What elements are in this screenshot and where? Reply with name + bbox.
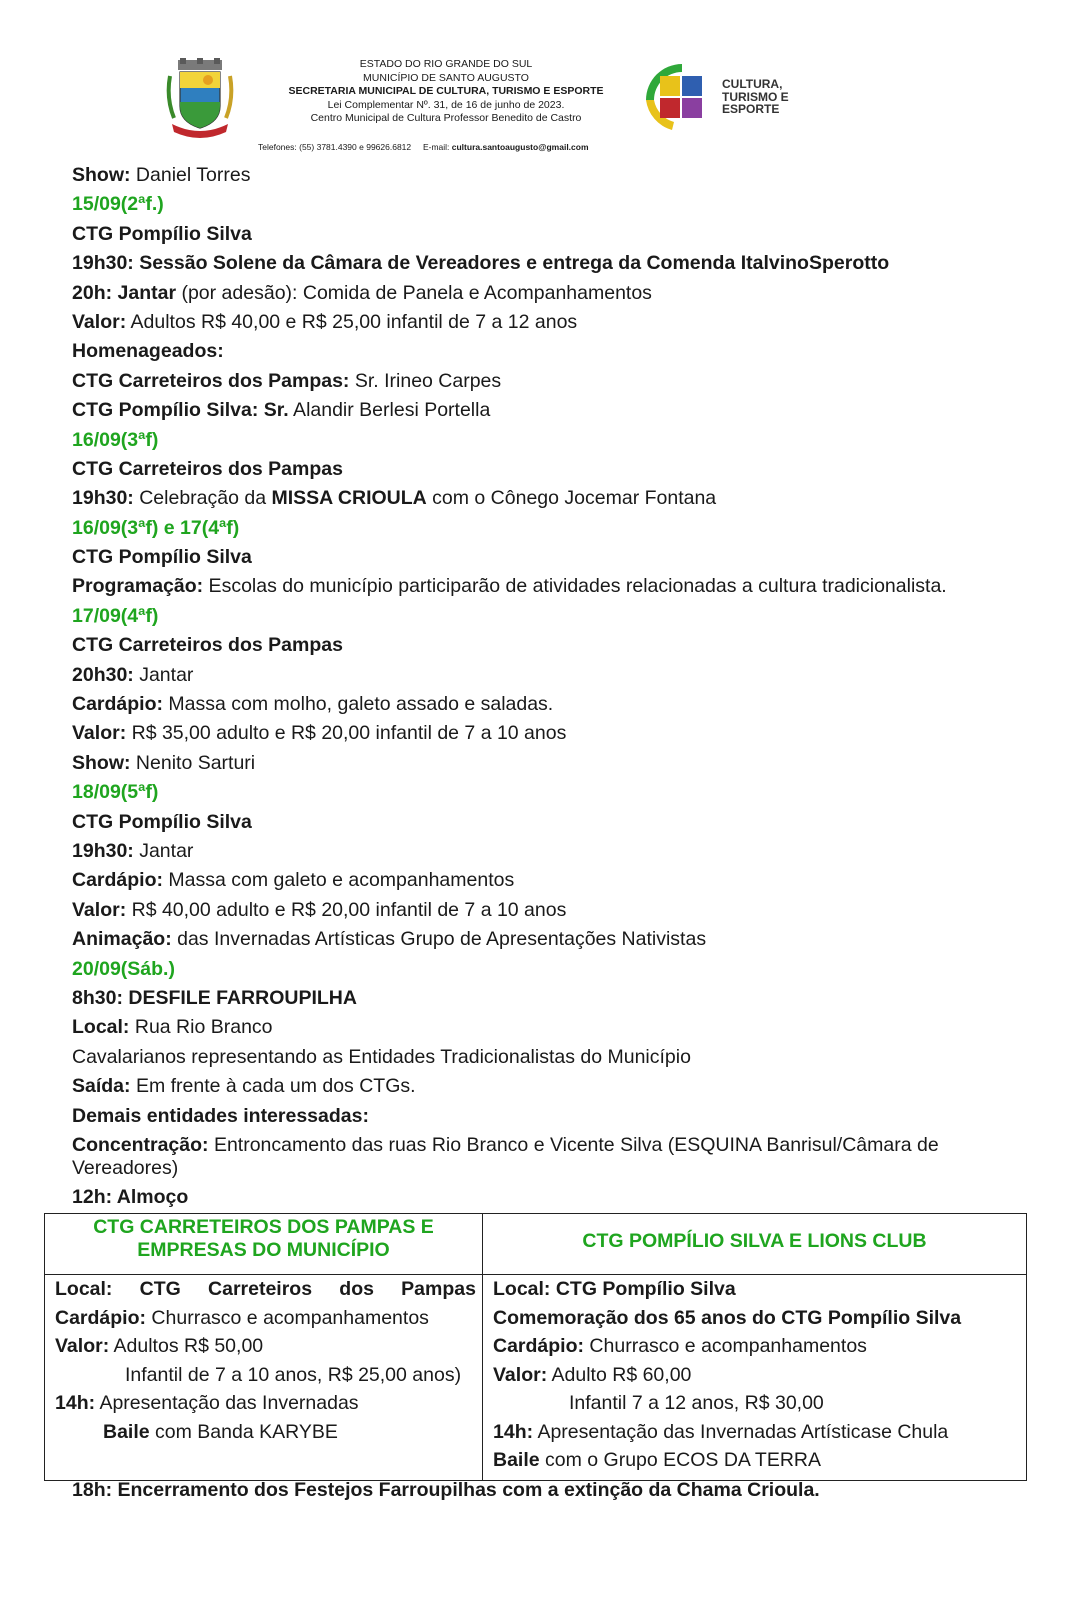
- table-header-cell: CTG POMPÍLIO SILVA E LIONS CLUB: [483, 1214, 1027, 1275]
- coat-of-arms-icon: [164, 58, 236, 138]
- header-contact: [258, 142, 589, 152]
- line-value: Daniel Torres: [130, 164, 251, 186]
- cell-value: Apresentação das Invernadas: [95, 1392, 359, 1414]
- line-key: Valor:: [72, 722, 127, 745]
- cell-value: com o Grupo ECOS DA TERRA: [539, 1449, 822, 1471]
- venue-heading: [72, 455, 1002, 484]
- program-line: [72, 1183, 1002, 1212]
- header-phones: Telefones: (55) 3781.4390 e 99626.6812: [258, 142, 412, 152]
- line-key: Animação:: [72, 928, 172, 951]
- cell-word: Pampas: [401, 1278, 476, 1300]
- cell-value: Churrasco e acompanhamentos: [584, 1335, 867, 1357]
- line-value: Entroncamento das ruas Rio Branco e Vicente Silva (ESQUINA Banrisul/Câmara de Vereadores): [72, 1133, 939, 1179]
- cell-word: CTG: [139, 1278, 181, 1300]
- cell-key: Baile: [493, 1449, 540, 1471]
- line-key: Homenageados:: [72, 340, 224, 363]
- program-line: [72, 1131, 1002, 1183]
- cell-key: 14h:: [493, 1420, 534, 1443]
- program-line: [72, 279, 1002, 308]
- cell-key: Cardápio:: [493, 1335, 585, 1357]
- cell-value: com Banda KARYBE: [149, 1420, 338, 1443]
- date-heading: 20/09(Sáb.): [72, 957, 175, 980]
- cell-key: Baile: [103, 1420, 150, 1443]
- header-email-label: E-mail:: [422, 142, 450, 152]
- table-header-row: [45, 1214, 1027, 1275]
- table-header-cell: CTG CARRETEIROS DOS PAMPAS E EMPRESAS DO MUNICÍPIO: [45, 1214, 483, 1275]
- line-value: R$ 40,00 adulto e R$ 20,00 infantil de 7 a 10 anos: [126, 898, 567, 921]
- line-key: 20h30:: [72, 663, 134, 686]
- cell-value: Adultos R$ 50,00: [109, 1335, 264, 1357]
- line-key: 19h30:: [72, 487, 134, 510]
- venue-name: CTG Pompílio Silva: [72, 222, 252, 245]
- letterhead: [150, 52, 850, 162]
- program-line: [72, 337, 1002, 366]
- program-line: [72, 866, 1002, 895]
- brand-line1: CULTURA,: [722, 77, 783, 91]
- program-line: [72, 837, 1002, 866]
- cell-key: Valor:: [493, 1363, 548, 1386]
- line-value: Rua Rio Branco: [129, 1016, 273, 1039]
- line-value: Massa com galeto e acompanhamentos: [163, 869, 515, 892]
- line-value: Massa com molho, galeto assado e saladas.: [163, 693, 554, 716]
- line-value: Nenito Sarturi: [130, 751, 256, 774]
- line-value: Adultos R$ 40,00 e R$ 25,00 infantil de 7 a 12 anos: [126, 310, 578, 333]
- line-key: 20h: Jantar: [72, 281, 177, 304]
- header-center: Centro Municipal de Cultura Professor Benedito de Castro: [310, 112, 582, 124]
- closing-line: 18h: Encerramento dos Festejos Farroupilhas com a extinção da Chama Crioula.: [72, 1479, 820, 1501]
- cell-key: Valor:: [55, 1335, 110, 1357]
- cell-key: Cardápio:: [55, 1306, 147, 1329]
- program-line: [72, 161, 1002, 190]
- cell-key: 14h:: [55, 1392, 96, 1414]
- program-line: [72, 690, 1002, 719]
- cell-word: Local:: [55, 1278, 113, 1300]
- program-line: [72, 984, 1002, 1013]
- date-heading: 16/09(3ªf) e 17(4ªf): [72, 516, 240, 539]
- venue-name: CTG Pompílio Silva: [72, 810, 252, 833]
- cell-line: [55, 1304, 476, 1333]
- cell-line: [493, 1361, 1020, 1390]
- program-line: [72, 925, 1002, 954]
- line-key: Valor:: [72, 310, 127, 333]
- date-heading: 17/09(4ªf): [72, 604, 159, 627]
- program-line: [72, 249, 1002, 278]
- cell-line: Infantil de 7 a 10 anos, R$ 25,00 anos): [125, 1363, 462, 1386]
- venue-heading: [72, 543, 1002, 572]
- cell-word: dos: [339, 1278, 374, 1300]
- header-email[interactable]: cultura.santoaugusto@gmail.com: [451, 142, 589, 152]
- header-secretariat: SECRETARIA MUNICIPAL DE CULTURA, TURISMO E ESPORTE: [288, 85, 604, 97]
- line-key: Demais entidades interessadas:: [72, 1104, 369, 1127]
- line-value: Sr. Irineo Carpes: [349, 369, 502, 392]
- line-key: Saída:: [72, 1075, 131, 1098]
- lunch-table: [44, 1213, 1027, 1481]
- cell-value: Apresentação das Invernadas Artísticase Chula: [533, 1420, 949, 1443]
- line-key: 19h30: Sessão Solene da Câmara de Vereadores e entrega da Comenda ItalvinoSperotto: [72, 252, 890, 275]
- brand-line2: TURISMO E: [722, 89, 789, 104]
- header-municipality: MUNICÍPIO DE SANTO AUGUSTO: [363, 71, 529, 84]
- venue-name: CTG Carreteiros dos Pampas: [72, 634, 343, 657]
- cell-line: [55, 1332, 476, 1361]
- program-line: [72, 896, 1002, 925]
- cell-key: Comemoração dos 65 anos do CTG Pompílio Silva: [493, 1306, 962, 1329]
- line-value: (por adesão): Comida de Panela e Acompanhamentos: [176, 281, 652, 304]
- cell-word: Carreteiros: [208, 1278, 313, 1300]
- table-cell: [483, 1275, 1027, 1481]
- cell-line: [55, 1275, 476, 1304]
- program-line: [72, 396, 1002, 425]
- line-value: Alandir Berlesi Portella: [288, 399, 491, 422]
- line-key: Show:: [72, 751, 131, 774]
- header-state: ESTADO DO RIO GRANDE DO SUL: [359, 58, 533, 70]
- cell-value: Adulto R$ 60,00: [547, 1363, 692, 1386]
- cell-key: Local: CTG Pompílio Silva: [493, 1278, 736, 1300]
- program-line: [72, 1102, 1002, 1131]
- header-law: Lei Complementar Nº. 31, de 16 de junho de 2023.: [327, 98, 565, 111]
- cultura-logo-icon: [642, 60, 722, 130]
- date-heading: 16/09(3ªf): [72, 428, 159, 451]
- venue-heading: [72, 220, 1002, 249]
- line-key: 8h30: DESFILE FARROUPILHA: [72, 986, 357, 1009]
- cell-line: [493, 1275, 1020, 1304]
- program-line: [72, 1072, 1002, 1101]
- venue-name: CTG Carreteiros dos Pampas: [72, 457, 343, 480]
- cell-line: [55, 1418, 476, 1447]
- line-key: Programação:: [72, 575, 204, 598]
- line-key: Cardápio:: [72, 869, 164, 892]
- line-key: Valor:: [72, 898, 127, 921]
- program-line: [72, 1013, 1002, 1042]
- line-value: com o Cônego Jocemar Fontana: [426, 487, 717, 510]
- program-line: [72, 661, 1002, 690]
- program-content: [72, 161, 1002, 1212]
- program-line: [72, 719, 1002, 748]
- program-line: [72, 572, 1002, 601]
- line-key: Local:: [72, 1016, 130, 1039]
- date-heading: 15/09(2ªf.): [72, 193, 164, 216]
- line-key: MISSA CRIOULA: [271, 487, 427, 510]
- line-value: Jantar: [133, 663, 194, 686]
- venue-heading: [72, 808, 1002, 837]
- line-key: 19h30:: [72, 839, 134, 862]
- line-value: R$ 35,00 adulto e R$ 20,00 infantil de 7 a 10 anos: [126, 722, 567, 745]
- table-row: [45, 1275, 1027, 1481]
- brand-line3: ESPORTE: [722, 102, 780, 116]
- line-key: CTG Carreteiros dos Pampas:: [72, 369, 350, 392]
- cell-line: [493, 1446, 1020, 1475]
- line-value: das Invernadas Artísticas Grupo de Apresentações Nativistas: [171, 928, 707, 951]
- program-line: [72, 367, 1002, 396]
- cell-line: Infantil 7 a 12 anos, R$ 30,00: [569, 1392, 824, 1414]
- header-text: [262, 58, 630, 126]
- cell-line: [493, 1304, 1020, 1333]
- line-key: Concentração:: [72, 1133, 209, 1156]
- line-value: Celebração da: [133, 487, 272, 510]
- venue-name: CTG Pompílio Silva: [72, 546, 252, 569]
- line-value: Jantar: [133, 839, 194, 862]
- brand-text: [722, 78, 789, 116]
- venue-heading: [72, 631, 1002, 660]
- date-heading: 18/09(5ªf): [72, 781, 159, 804]
- program-line: [72, 308, 1002, 337]
- table-cell: [45, 1275, 483, 1481]
- program-line: [72, 749, 1002, 778]
- program-line: Cavalarianos representando as Entidades Tradicionalistas do Município: [72, 1045, 691, 1068]
- line-key: Show:: [72, 164, 131, 186]
- cell-value: Churrasco e acompanhamentos: [146, 1306, 429, 1329]
- line-value: Escolas do município participarão de atividades relacionadas a cultura tradicionalista.: [203, 575, 947, 598]
- cell-line: [493, 1418, 1020, 1447]
- cell-line: [493, 1332, 1020, 1361]
- line-key: CTG Pompílio Silva: Sr.: [72, 399, 289, 422]
- line-value: Em frente à cada um dos CTGs.: [130, 1075, 416, 1098]
- line-key: 12h: Almoço: [72, 1185, 189, 1208]
- cell-line: [55, 1389, 476, 1418]
- line-key: Cardápio:: [72, 693, 164, 716]
- program-line: [72, 484, 1002, 513]
